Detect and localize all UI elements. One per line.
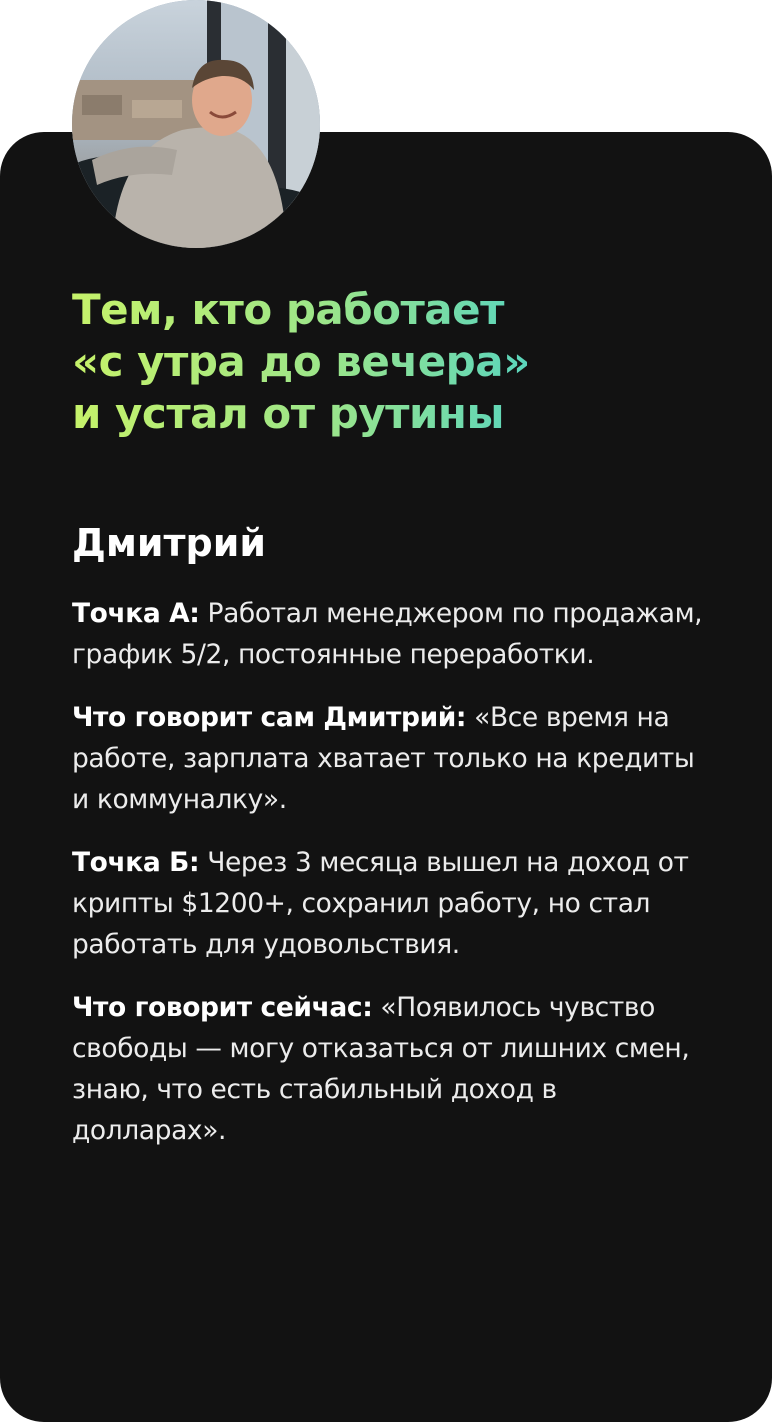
person-name: Дмитрий (72, 521, 267, 565)
story-point-b (72, 842, 712, 965)
avatar-photo (72, 0, 320, 248)
headline-line-3: и устал от рутины (72, 389, 504, 438)
story-label: Что говорит сейчас: (72, 992, 373, 1023)
headline (72, 284, 712, 440)
story-label: Точка Б: (72, 847, 200, 878)
story-quote-before (72, 697, 712, 820)
story-point-a (72, 593, 712, 675)
story-text: Через 3 месяца вышел на доход от крипты $1200+, сохранил работу, но стал работать для удовольствия. (72, 847, 689, 960)
avatar (72, 0, 320, 248)
headline-line-2: «с утра до вечера» (72, 337, 530, 386)
story-text: «Появилось чувство свободы — могу отказаться от лишних смен, знаю, что есть стабильный доход в долларах». (72, 992, 690, 1146)
story-label: Что говорит сам Дмитрий: (72, 702, 467, 733)
story-text: Работал менеджером по продажам, график 5/2, постоянные переработки. (72, 598, 703, 670)
story (72, 593, 712, 1173)
story-quote-now (72, 987, 712, 1151)
story-text: «Все время на работе, зарплата хватает только на кредиты и коммуналку». (72, 702, 695, 815)
headline-line-1: Тем, кто работает (72, 285, 504, 334)
story-label: Точка А: (72, 598, 200, 629)
